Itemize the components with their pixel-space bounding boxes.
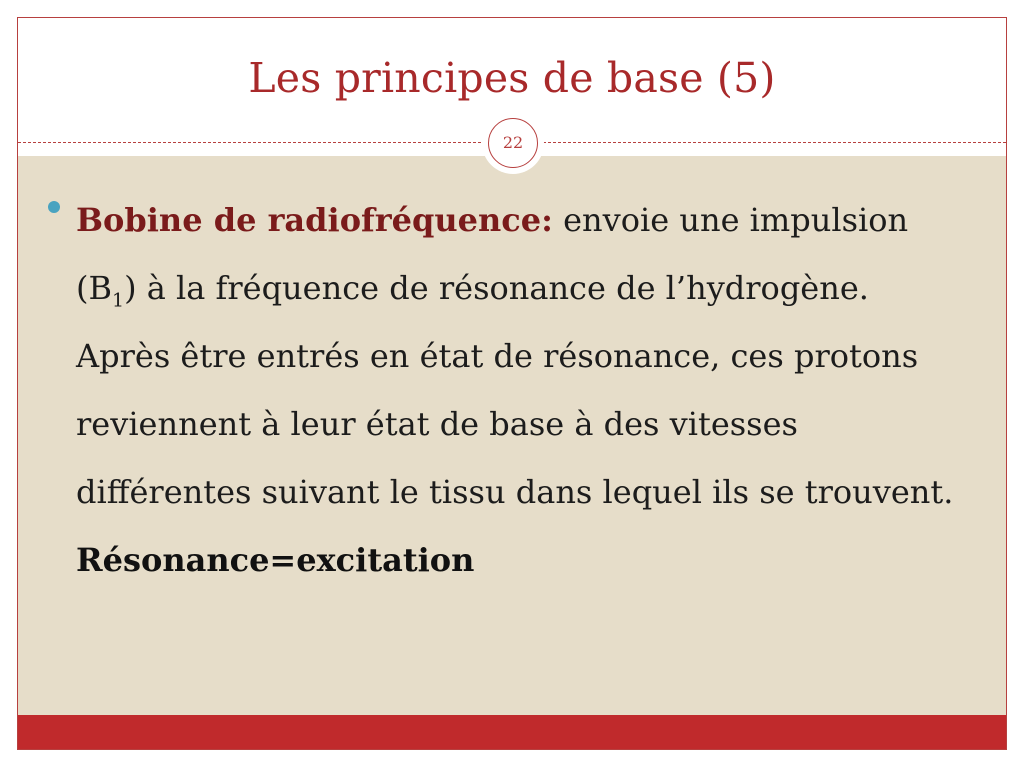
page-number: 22 [488,118,538,168]
footer-bar [18,715,1006,749]
bullet-dot-icon [48,201,60,213]
bullet-term: Bobine de radiofréquence: [76,201,553,239]
bullet-text-part-b: ) à la fréquence de résonance de l’hydrogène. Après être entrés en état de résonance, ces protons reviennent à leur état de base à des vitesses différentes suivant le tissu dans lequel ils se trouvent. [76,269,954,511]
bullet-emphasis: Résonance=excitation [76,541,475,579]
bullet-subscript: 1 [112,289,125,312]
bullet-text [76,186,961,594]
bullet-text-part-a: envoie une impulsion (B [76,201,909,307]
slide [17,17,1007,750]
page-number-badge [482,112,544,174]
slide-title: Les principes de base (5) [248,54,776,102]
